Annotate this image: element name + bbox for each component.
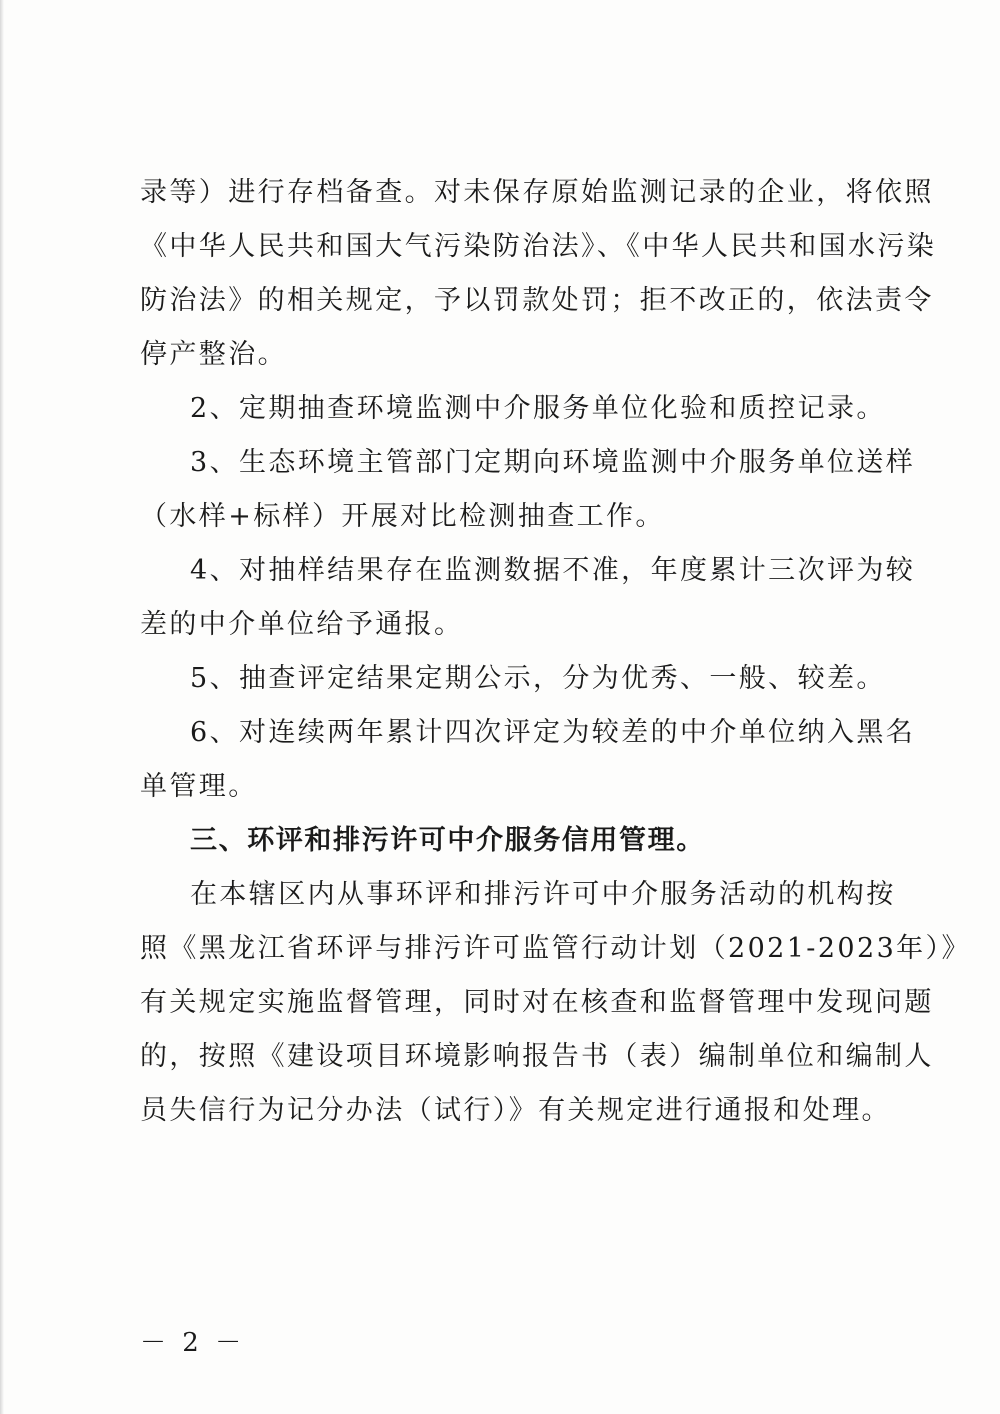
paragraph-line: 单管理。 <box>140 771 258 802</box>
section-heading: 三、环评和排污许可中介服务信用管理。 <box>190 825 705 856</box>
list-item-4: 4、对抽样结果存在监测数据不准，年度累计三次评为较 <box>190 555 916 586</box>
paragraph-line: 停产整治。 <box>140 339 287 370</box>
paragraph-line: 在本辖区内从事环评和排污许可中介服务活动的机构按 <box>190 879 896 910</box>
document-body <box>140 166 971 1138</box>
paragraph-line: 差的中介单位给予通报。 <box>140 609 464 640</box>
list-item-3: 3、生态环境主管部门定期向环境监测中介服务单位送样 <box>190 447 916 478</box>
list-item-6: 6、对连续两年累计四次评定为较差的中介单位纳入黑名 <box>190 717 916 748</box>
list-item-2: 2、定期抽查环境监测中介服务单位化验和质控记录。 <box>190 393 886 424</box>
paragraph-line: 《中华人民共和国大气污染防治法》、《中华人民共和国水污染 <box>140 231 937 262</box>
paragraph-line: 照《黑龙江省环评与排污许可监管行动计划（2021-2023年）》 <box>140 933 971 964</box>
paragraph-line: 防治法》的相关规定，予以罚款处罚；拒不改正的，依法责令 <box>140 285 934 316</box>
paragraph-line: 录等）进行存档备查。对未保存原始监测记录的企业，将依照 <box>140 177 934 208</box>
list-item-5: 5、抽查评定结果定期公示，分为优秀、一般、较差。 <box>190 663 886 694</box>
paragraph-line: （水样+标样）开展对比检测抽查工作。 <box>140 501 665 532</box>
paragraph-line: 有关规定实施监督管理，同时对在核查和监督管理中发现问题 <box>140 987 934 1018</box>
scan-edge <box>0 0 4 1414</box>
paragraph-line: 员失信行为记分办法（试行）》有关规定进行通报和处理。 <box>140 1095 891 1126</box>
page-number: － 2 － <box>140 1328 246 1358</box>
paragraph-line: 的，按照《建设项目环境影响报告书（表）编制单位和编制人 <box>140 1041 934 1072</box>
